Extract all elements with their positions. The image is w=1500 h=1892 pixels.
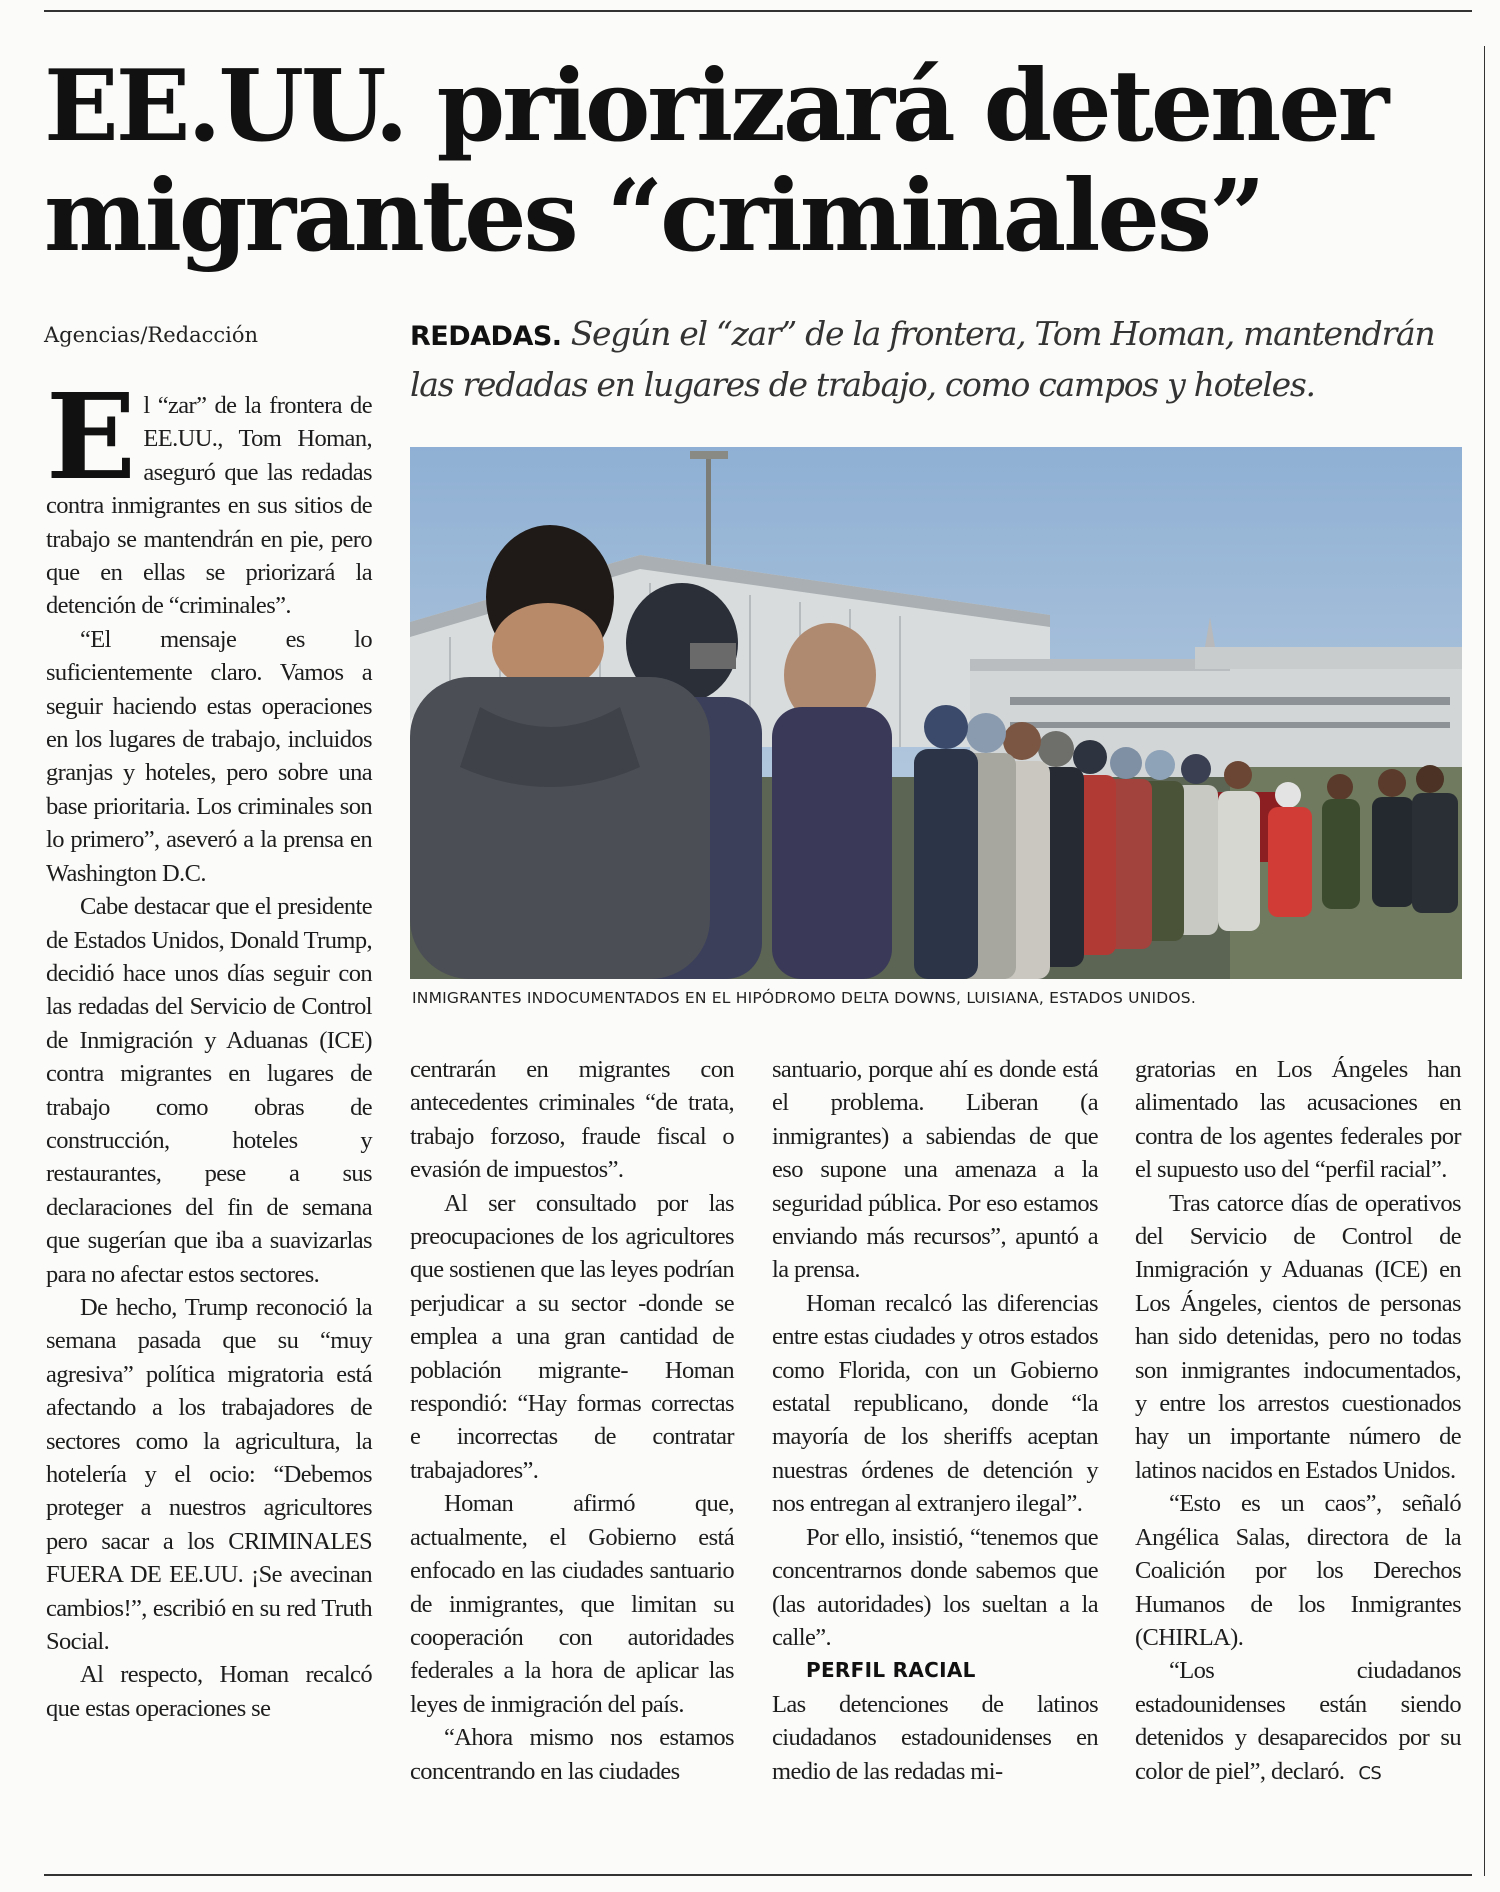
paragraph: Cabe destacar que el presidente de Estados Unidos, Donald Trump, decidió hace unos días seguir con las redadas del Servicio de Control de Inmigración y Aduanas (ICE) contra migrantes en lugares de trabajo como obras de construcción, hoteles y restaurantes, pese a sus declaraciones del fin de semana que sugerían que iba a suavizarlas para no afectar estos sectores. xyxy=(46,893,372,1288)
paragraph: Las detenciones de latinos ciudadanos estadounidenses en medio de las redadas mi- xyxy=(772,1690,1098,1785)
column-rule xyxy=(1484,46,1485,1876)
paragraph: Tras catorce días de operativos del Servicio de Control de Inmigración y Aduanas (ICE) en Los Ángeles, cientos de personas han sido detenidas, pero no todas son inmigrantes indocumentados, y entre los arrestos cuestionados hay un importante número de latinos nacidos en Estados Unidos. xyxy=(1135,1189,1461,1484)
subheading: PERFIL RACIAL xyxy=(806,1658,976,1683)
column-4 xyxy=(1135,1053,1461,1790)
headline xyxy=(44,49,1464,274)
column-3 xyxy=(772,1053,1098,1788)
headline-line-2: migrantes “criminales” xyxy=(44,159,1263,274)
byline: Agencias/Redacción xyxy=(44,323,259,347)
top-rule xyxy=(44,10,1472,12)
kicker-text: Según el “zar” de la frontera, Tom Homan, mantendrán las redadas en lugares de trabajo, como campos y hoteles. xyxy=(410,314,1435,404)
paragraph: Homan recalcó las diferencias entre estas ciudades y otros estados como Florida, con un Gobierno estatal republicano, donde “la mayoría de los sheriffs aceptan nuestras órdenes de detención y nos entregan al extranjero ilegal”. xyxy=(772,1289,1098,1518)
photo-caption: INMIGRANTES INDOCUMENTADOS EN EL HIPÓDROMO DELTA DOWNS, LUISIANA, ESTADOS UNIDOS. xyxy=(412,989,1196,1007)
column-1 xyxy=(46,367,372,1725)
paragraph: gratorias en Los Ángeles han alimentado las acusaciones en contra de los agentes federales por el supuesto uso del “perfil racial”. xyxy=(1135,1056,1461,1184)
paragraph: Por ello, insistió, “tenemos que concentrarnos donde sabemos que (las autoridades) los sueltan a la calle”. xyxy=(772,1523,1098,1651)
news-photo xyxy=(410,447,1462,979)
paragraph: Al respecto, Homan recalcó que estas operaciones se xyxy=(46,1661,372,1722)
kicker-label: REDADAS. xyxy=(410,321,562,352)
paragraph: Al ser consultado por las preocupaciones de los agricultores que sostienen que las leyes podrían perjudicar a su sector -donde se emplea a una gran cantidad de población migrante- Homan respondió: “Hay formas correctas e incorrectas de contratar trabajadores”. xyxy=(410,1189,734,1484)
end-mark: CS xyxy=(1358,1762,1382,1784)
paragraph: “Esto es un caos”, señaló Angélica Salas, directora de la Coalición por los Derechos Humanos de los Inmigrantes (CHIRLA). xyxy=(1135,1490,1461,1651)
kicker xyxy=(410,310,1470,409)
paragraph: “Ahora mismo nos estamos concentrando en las ciudades xyxy=(410,1724,734,1785)
photo-illustration xyxy=(410,447,1462,979)
column-2 xyxy=(410,1053,734,1788)
paragraph: centrarán en migrantes con antecedentes criminales “de trata, trabajo forzoso, fraude fiscal o evasión de impuestos”. xyxy=(410,1056,734,1184)
paragraph: Homan afirmó que, actualmente, el Gobierno está enfocado en las ciudades santuario de inmigrantes, que limitan su cooperación con autoridades federales a la hora de aplicar las leyes de inmigración del país. xyxy=(410,1490,734,1718)
drop-cap: E xyxy=(46,367,136,506)
bottom-rule xyxy=(44,1874,1472,1876)
paragraph xyxy=(1135,1654,1461,1790)
paragraph: l “zar” de la frontera de EE.UU., Tom Homan, aseguró que las redadas contra inmigrantes en sus sitios de trabajo se mantendrán en pie, pero que en ellas se priorizará la detención de “criminales”. xyxy=(46,392,372,620)
paragraph: De hecho, Trump reconoció la semana pasada que su “muy agresiva” política migratoria está afectando a los trabajadores de sectores como la agricultura, la hotelería y el ocio: “Debemos proteger a nuestros agricultores pero sacar a los CRIMINALES FUERA DE EE.UU. ¡Se avecinan cambios!”, escribió en su red Truth Social. xyxy=(46,1293,372,1656)
paragraph-text: “Los ciudadanos estadounidenses están siendo detenidos y desaparecidos por su color de piel”, declaró. xyxy=(1135,1657,1461,1785)
paragraph: santuario, porque ahí es donde está el problema. Liberan (a inmigrantes) a sabiendas de que eso supone una amenaza a la seguridad pública. Por eso estamos enviando más recursos”, apuntó a la prensa. xyxy=(772,1056,1098,1284)
paragraph: “El mensaje es lo suficientemente claro. Vamos a seguir haciendo estas operaciones en los lugares de trabajo, incluidos granjas y hoteles, pero sobre una base prioritaria. Los criminales son lo primero”, aseveró a la prensa en Washington D.C. xyxy=(46,625,372,887)
headline-line-1: EE.UU. priorizará detener xyxy=(44,49,1387,164)
